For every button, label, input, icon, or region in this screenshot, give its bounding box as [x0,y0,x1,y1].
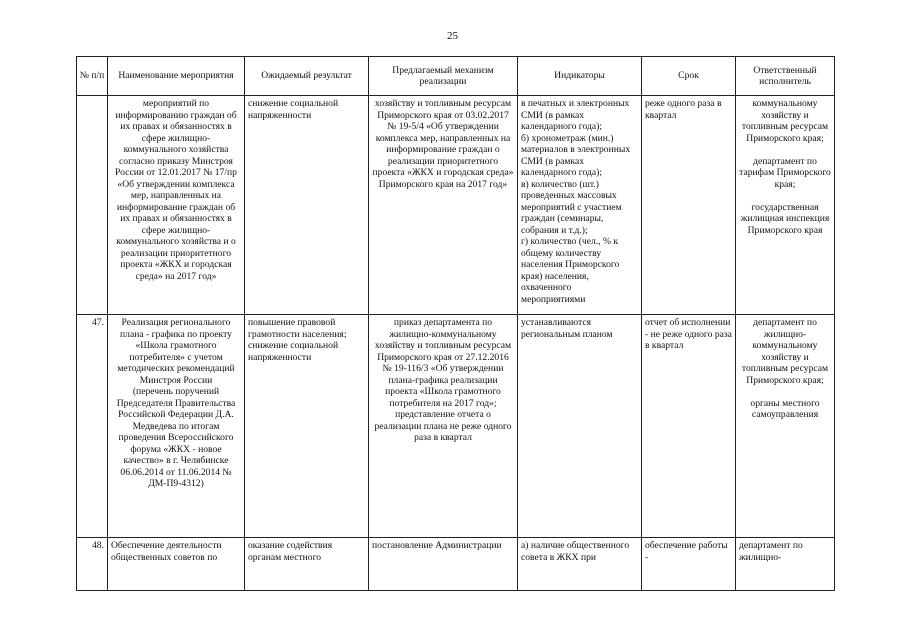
table-row [77,315,835,538]
header-responsible: Ответственный исполнитель [736,57,835,96]
row-indicators: а) наличие общественного совета в ЖКХ при [518,538,642,591]
row-result: оказание содействия органам местного [245,538,369,591]
table-header-row [77,57,835,96]
row-mechanism: приказ департамента по жилищно-коммунальному хозяйству и топливным ресурсам Приморского края от 27.12.2016 № 19-116/3 «Об утверждении плана-графика реализации проекта «Школа грамотного потребителя на 2017 год»; представление отчета о реализации плана не реже одного раза в квартал [369,315,518,538]
row-term: реже одного раза в квартал [642,96,736,315]
row-result: повышение правовой грамотности населения; снижение социальной напряженности [245,315,369,538]
row-term: отчет об исполнении - не реже одного раза в квартал [642,315,736,538]
row-indicators: в печатных и электронных СМИ (в рамках календарного года); б) хронометраж (мин.) материалов в электронных СМИ (в рамках календарного года); в) количество (шт.) проведенных массовых мероприятий с участием граждан (семинары, собрания и т.д.); г) количество (чел., % к общему количеству населения Приморского края) населения, охваченного мероприятиями [518,96,642,315]
row-mechanism: хозяйству и топливным ресурсам Приморского края от 03.02.2017 № 19-5/4 «Об утверждении комплекса мер, направленных на информирование граждан о реализации приоритетного проекта «ЖКХ и городская среда» Приморского края на 2017 год» [369,96,518,315]
row-number: 48. [77,538,108,591]
row-number: 47. [77,315,108,538]
header-indicators: Индикаторы [518,57,642,96]
row-indicators: устанавливаются региональным планом [518,315,642,538]
row-term: обеспечение работы - [642,538,736,591]
header-name: Наименование мероприятия [108,57,245,96]
row-name: мероприятий по информированию граждан об их правах и обязанностях в сфере жилищно-коммунального хозяйства согласно приказу Минстроя России от 12.01.2017 № 17/пр «Об утверждении комплекса мер, направленных на информирование граждан об их правах и обязанностях в сфере жилищно-коммунального хозяйства и о реализации приоритетного проекта «ЖКХ и городская среда» на 2017 год» [108,96,245,315]
row-responsible: департамент по жилищно- [736,538,835,591]
row-name: Реализация регионального плана - графика по проекту «Школа грамотного потребителя» с учетом методических рекомендаций Минстроя России (перечень поручений Председателя Правительства Российской Федерации Д.А. Медведева по итогам проведения Всероссийского форума «ЖКХ - новое качество» в г. Челябинске 06.06.2014 от 11.06.2014 № ДМ-П9-4312) [108,315,245,538]
row-mechanism: постановление Администрации [369,538,518,591]
header-result: Ожидаемый результат [245,57,369,96]
header-number: № п/п [77,57,108,96]
row-result: снижение социальной напряженности [245,96,369,315]
row-responsible: департамент по жилищно-коммунальному хозяйству и топливным ресурсам Приморского края; органы местного самоуправления [736,315,835,538]
row-number [77,96,108,315]
header-mechanism: Предлагаемый механизм реализации [369,57,518,96]
measures-table [76,56,835,591]
table-row [77,538,835,591]
table-row [77,96,835,315]
row-name: Обеспечение деятельности общественных советов по [108,538,245,591]
page-number: 25 [447,30,458,42]
header-term: Срок [642,57,736,96]
row-responsible: коммунальному хозяйству и топливным ресурсам Приморского края; департамент по тарифам Приморского края; государственная жилищная инспекция Приморского края [736,96,835,315]
